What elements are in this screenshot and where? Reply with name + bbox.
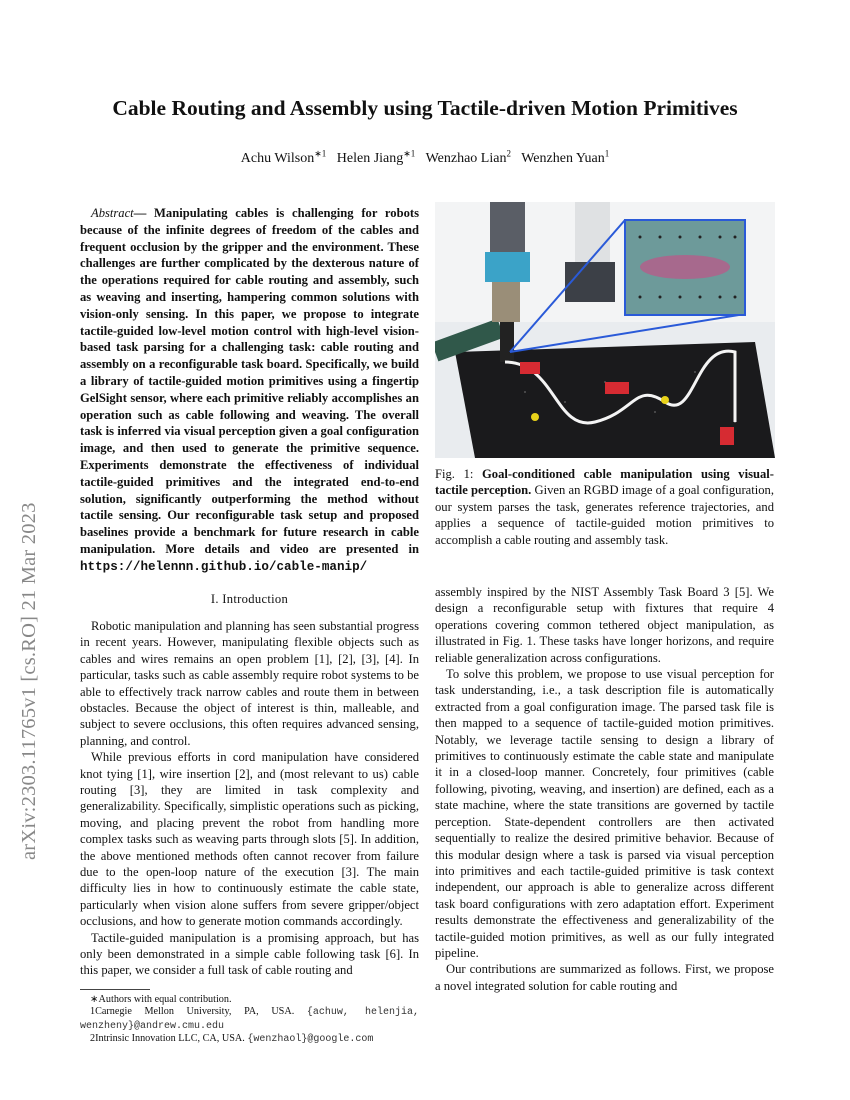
footnote-equal: ∗Authors with equal contribution. [90,993,232,1005]
figure-label: Fig. 1: [435,467,482,481]
section-heading: I. Introduction [210,591,289,606]
paragraph: Tactile-guided manipulation is a promising approach, but has only been demonstrated in a simple cable following task [6]. In this paper, we consider a full task of cable routing and [80,930,419,978]
left-column [80,205,419,1047]
author: Wenzhen Yuan$^1$ [521,148,610,166]
paragraph: Robotic manipulation and planning has seen substantial progress in recent years. However, manipulating flexible objects such as cables and wires remains an open problem [1], [2], [3], [4]. In particular, tasks such as cable assembly require robot systems to be able to effectively track narrow cables and route them in between obstacles. Because the object of interest is thin, malleable, and subject to severe occlusions, this often requires advanced sensing, planning, and control. [80,618,419,748]
figure-caption: Fig. 1: Goal-conditioned cable manipulation using visual-tactile perception. Given an RGBD image of a goal configuration, our system parses the task, generates reference trajectories, and applies a sequence of tactile-guided motion primitives to accomplish a cable routing and assembly task. [435,467,774,547]
author: Achu Wilson$^{∗1}$ [240,148,327,166]
author-list [0,148,850,167]
paragraph: assembly inspired by the NIST Assembly Task Board 3 [5]. We design a reconfigurable setup with fixtures that require 4 operations covering common tethered object manipulation, as illustrated in Fig. 1. These tasks have longer horizons, and require reliable generalization across configurations. [435,585,774,665]
paragraph: While previous efforts in cord manipulation have considered knot tying [1], wire insertion [2], and (most relevant to us) cable routing [3], they are limited in task complexity and generalizability. Specifically, simplistic operations such as picking, moving, and placing prevent the robot from handling more complex tasks such as weaving parts through slots [5]. In addition, the above mentioned methods often cannot recover from failure due to the open-loop nature of the execution [3]. The main difficulty lies in how to continuously estimate the cable state, particularly when vision alone suffers from severe gripper/object occlusions, and how to generate motion commands accordingly. [80,750,419,929]
right-column [435,584,774,994]
footnotes [80,979,419,1047]
footnote-affiliation-1: 1Carnegie Mellon University, PA, USA. {achuw, helenjia, wenzheny}@andrew.cmu.edu [80,1006,419,1032]
author: Helen Jiang$^{∗1}$ [336,148,416,166]
abstract: Abstract— Manipulating cables is challenging for robots because of the infinite degrees of freedom of the cables and frequent occlusion by the gripper and the environment. These challenges are further complicated by the dexterous nature of the operations required for cable routing and assembly, such as weaving and inserting, hampering common solutions with vision-only sensing. In this paper, we propose to integrate tactile-guided low-level motion control with high-level vision-based task parsing for a challenging task: cable routing and assembly on a reconfigurable task board. Specifically, we build a library of tactile-guided motion primitives using a fingertip GelSight sensor, where each primitive reliably accomplishes an operation such as cable following and weaving. The overall task is inferred via visual perception given a goal configuration image, and then used to generate the primitive sequence. Experiments demonstrate the effectiveness of individual tactile-guided primitives and the integrated end-to-end solution, significantly outperforming the method without tactile sensing. Our reconfigurable task setup and proposed baselines provide a benchmark for future research in cable manipulation. More details and video are presented in https://helennn.github.io/cable-manip/ [80,206,419,574]
paragraph: Our contributions are summarized as follows. First, we propose a novel integrated solution for cable routing and [435,962,774,993]
arxiv-identifier: arXiv:2303.11765v1 [cs.RO] 21 Mar 2023 [18,502,40,860]
paragraph: To solve this problem, we propose to use visual perception for task understanding, i.e., a task description file is automatically extracted from a goal configuration image. The parsed task file is then mapped to a sequence of tactile-guided motion primitives. Notably, we leverage tactile sensing to design a library of primitives to continuously estimate the cable state and manipulate it in a closed-loop manner. Concretely, four primitives (cable following, pivoting, weaving, and insertion) are defined, each as a state machine, where the state transitions are governed by tactile perception. State-dependent controllers are then activated sequentially to realize the desired primitive behavior. Because of this modular design where a task is parsed via visual perception into primitives and each tactile-guided primitive is task context independent, our approach is able to generalize across different task board configurations with zero adaptation effort. Experiment results demonstrate the effectiveness and generalizability of the tactile-guided motion primitives, as well as our fully integrated pipeline. [435,667,774,960]
author: Wenzhao Lian$^2$ [425,148,511,166]
footnote-affiliation-2: 2Intrinsic Innovation LLC, CA, USA. {wenzhaol}@google.com [90,1033,374,1046]
second-robot-arm [565,262,615,302]
paper-title: Cable Routing and Assembly using Tactile-driven Motion Primitives [112,96,738,120]
abstract-label: Abstract [91,206,134,220]
figure-photo [435,202,775,458]
project-url[interactable]: https://helennn.github.io/cable-manip/ [80,559,368,574]
